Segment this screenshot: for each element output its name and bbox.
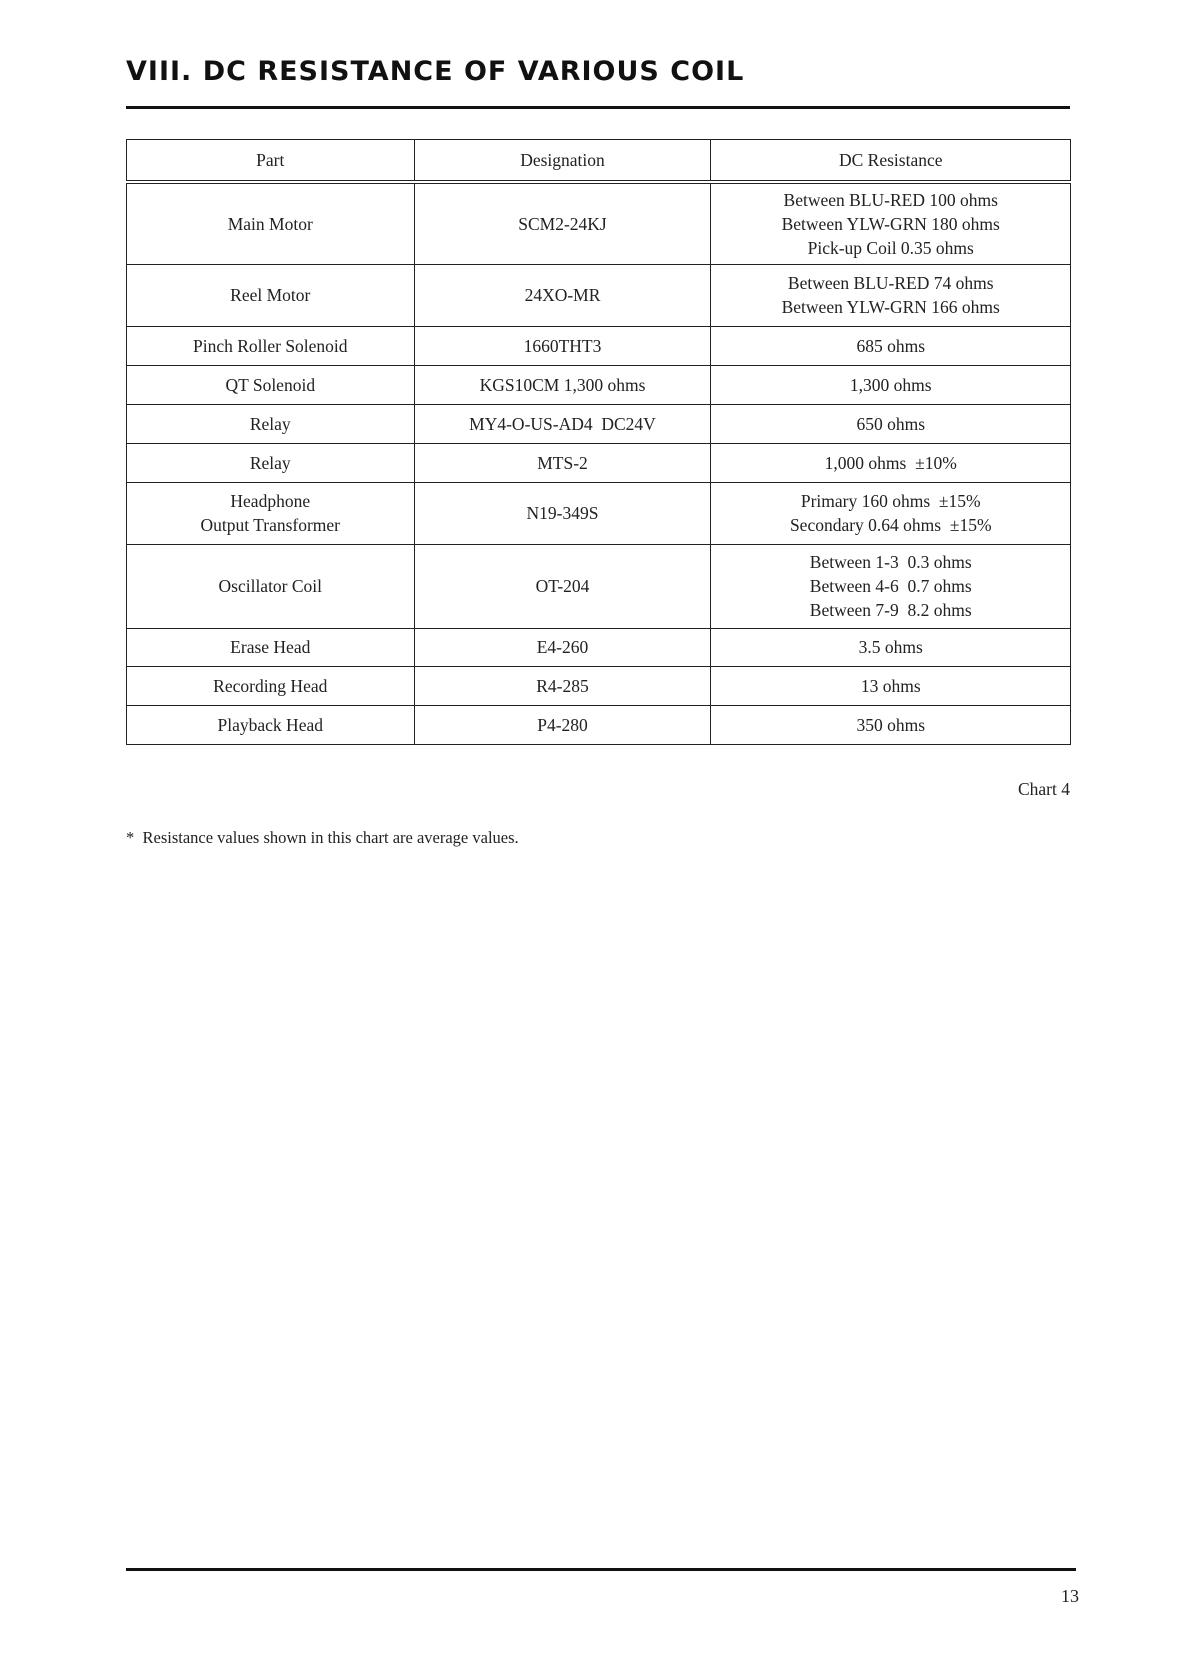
cell-line: 13 ohms xyxy=(860,675,921,696)
cell-line: Between 1-3 0.3 ohms xyxy=(809,552,972,572)
cell-line: Pick-up Coil 0.35 ohms xyxy=(807,237,974,258)
cell-designation xyxy=(414,666,711,705)
cell-line: Relay xyxy=(249,413,291,434)
cell-designation xyxy=(414,365,711,404)
cell-line: MTS-2 xyxy=(537,452,588,473)
cell-resistance xyxy=(711,365,1071,404)
cell-line: Relay xyxy=(249,452,291,473)
cell-part xyxy=(127,182,415,264)
cell-line: MY4-O-US-AD4 DC24V xyxy=(469,413,656,434)
cell-designation xyxy=(414,264,711,326)
cell-designation xyxy=(414,326,711,365)
cell-designation xyxy=(414,544,711,628)
cell-line: Output Transformer xyxy=(200,515,341,535)
cell-designation xyxy=(414,182,711,264)
cell-line: Recording Head xyxy=(213,675,328,696)
cell-line: 685 ohms xyxy=(856,335,926,356)
cell-line: SCM2-24KJ xyxy=(518,213,607,234)
cell-line: Between 7-9 8.2 ohms xyxy=(809,600,972,620)
cell-line: Reel Motor xyxy=(230,285,311,305)
cell-line: Headphone xyxy=(230,491,311,511)
cell-line: 1,300 ohms xyxy=(849,374,932,395)
cell-line: Between YLW-GRN 180 ohms xyxy=(781,213,1000,234)
cell-line: Pinch Roller Solenoid xyxy=(192,335,348,356)
cell-part xyxy=(127,264,415,326)
table-row xyxy=(127,482,1071,544)
table-row xyxy=(127,544,1071,628)
cell-part xyxy=(127,544,415,628)
cell-part xyxy=(127,628,415,666)
table-row xyxy=(127,365,1071,404)
chart-label: Chart 4 xyxy=(1017,779,1070,799)
cell-designation xyxy=(414,482,711,544)
heading-rule xyxy=(126,106,1070,109)
table-row xyxy=(127,404,1071,443)
cell-part xyxy=(127,482,415,544)
table-header-row xyxy=(127,140,1071,183)
cell-resistance xyxy=(711,544,1071,628)
coil-resistance-table xyxy=(126,139,1071,745)
cell-part xyxy=(127,443,415,482)
footer-rule xyxy=(126,1568,1076,1571)
cell-designation xyxy=(414,705,711,744)
cell-designation xyxy=(414,628,711,666)
cell-line: R4-285 xyxy=(536,675,589,696)
page-number: 13 xyxy=(1061,1586,1079,1606)
cell-line: Erase Head xyxy=(230,637,311,657)
table-row xyxy=(127,443,1071,482)
page-heading: VIII. DC RESISTANCE OF VARIOUS COIL xyxy=(126,56,745,87)
cell-resistance xyxy=(711,182,1071,264)
cell-line: 650 ohms xyxy=(856,413,926,434)
cell-designation xyxy=(414,404,711,443)
cell-part xyxy=(127,404,415,443)
cell-line: 1,000 ohms ±10% xyxy=(824,452,957,473)
cell-line: QT Solenoid xyxy=(225,374,316,395)
cell-line: Playback Head xyxy=(217,714,323,735)
cell-line: Between BLU-RED 100 ohms xyxy=(783,189,998,210)
table-row xyxy=(127,326,1071,365)
table-row xyxy=(127,264,1071,326)
header-part: Part xyxy=(127,140,415,183)
cell-line: Between YLW-GRN 166 ohms xyxy=(781,297,1000,317)
cell-resistance xyxy=(711,264,1071,326)
cell-part xyxy=(127,705,415,744)
header-designation: Designation xyxy=(414,140,711,183)
table-row xyxy=(127,666,1071,705)
footnote: * Resistance values shown in this chart are average values. xyxy=(126,828,519,847)
cell-line: KGS10CM 1,300 ohms xyxy=(479,374,646,395)
cell-part xyxy=(127,666,415,705)
cell-resistance xyxy=(711,326,1071,365)
cell-line: OT-204 xyxy=(535,576,590,596)
cell-line: 350 ohms xyxy=(856,714,926,735)
cell-line: Between 4-6 0.7 ohms xyxy=(809,576,972,596)
cell-line: E4-260 xyxy=(536,637,589,657)
cell-resistance xyxy=(711,628,1071,666)
cell-line: N19-349S xyxy=(526,503,599,523)
table-row xyxy=(127,705,1071,744)
cell-line: Between BLU-RED 74 ohms xyxy=(787,273,994,293)
cell-resistance xyxy=(711,482,1071,544)
cell-line: Main Motor xyxy=(227,213,313,234)
table-row xyxy=(127,628,1071,666)
cell-resistance xyxy=(711,443,1071,482)
cell-line: P4-280 xyxy=(537,714,588,735)
cell-resistance xyxy=(711,666,1071,705)
cell-line: 3.5 ohms xyxy=(858,637,923,657)
cell-part xyxy=(127,365,415,404)
cell-line: Secondary 0.64 ohms ±15% xyxy=(789,515,992,535)
cell-line: 24XO-MR xyxy=(524,285,601,305)
table-row xyxy=(127,182,1071,264)
header-dc-resistance: DC Resistance xyxy=(711,140,1071,183)
cell-line: Oscillator Coil xyxy=(218,576,323,596)
cell-resistance xyxy=(711,705,1071,744)
cell-designation xyxy=(414,443,711,482)
cell-line: 1660THT3 xyxy=(523,335,602,356)
cell-resistance xyxy=(711,404,1071,443)
cell-line: Primary 160 ohms ±15% xyxy=(800,491,981,511)
cell-part xyxy=(127,326,415,365)
